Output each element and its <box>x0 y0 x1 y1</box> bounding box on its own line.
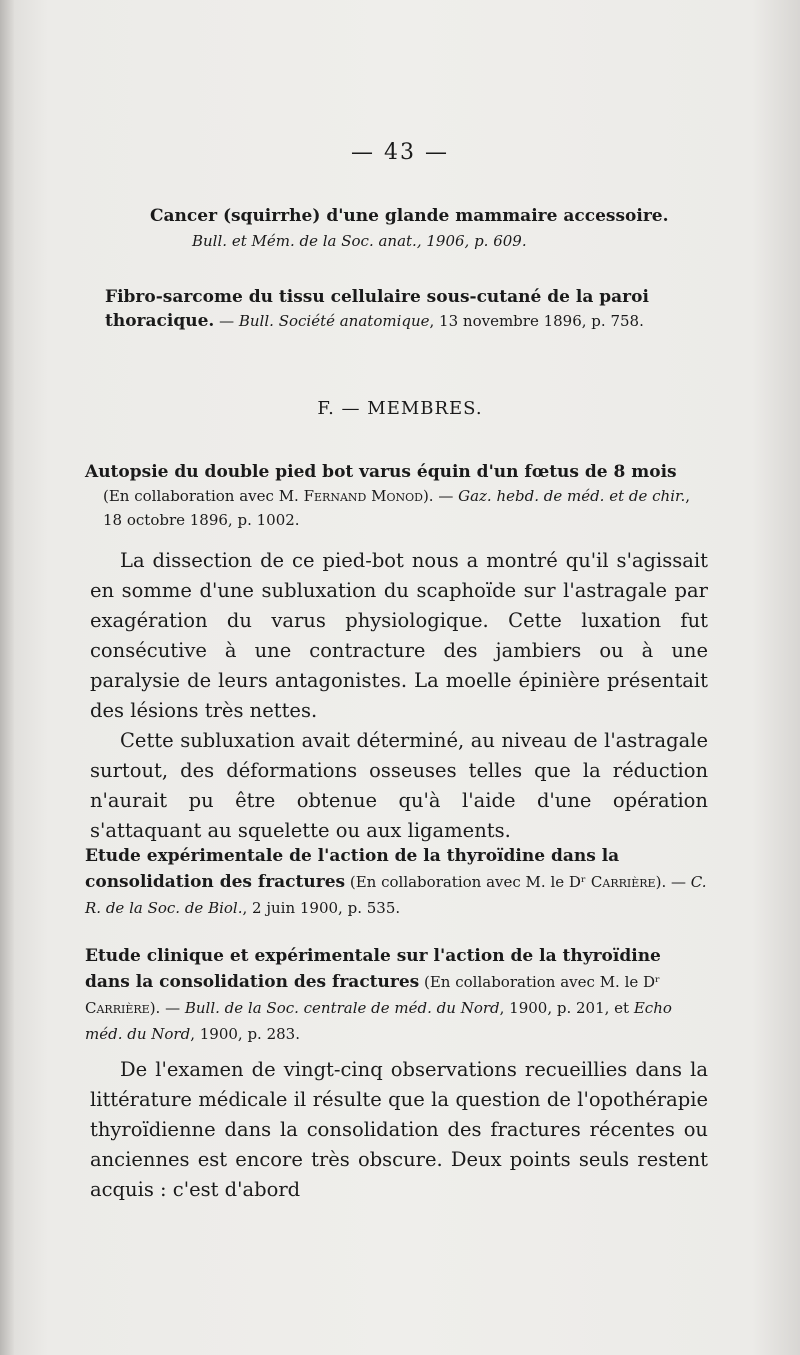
reference-title: Autopsie du double pied bot varus équin d'un fœtus de 8 mois <box>85 462 677 482</box>
reference-detail: , 2 juin 1900, p. 535. <box>242 899 401 917</box>
reference-etude-clinique <box>85 943 710 1047</box>
reference-title: Etude clinique et expérimentale sur l'action de la thyroïdine dans la consolidation des fractures <box>85 946 661 992</box>
reference-collab: (En collaboration avec M. <box>103 487 304 505</box>
reference-title: Etude expérimentale de l'action de la thyroïdine dans la consolidation des fractures <box>85 846 620 892</box>
reference-source: Bull. de la Soc. centrale de méd. du Nord <box>184 999 500 1017</box>
paragraph: De l'examen de vingt-cinq observations recueillies dans la littérature médicale il résulte que la question de l'opothérapie thyroïdienne dans la consolidation des fractures récentes ou anciennes est encore très obscure. Deux points seuls restent acquis : c'est d'abord <box>90 1058 708 1201</box>
reference-collab: (En collaboration avec M. le Dʳ <box>345 873 591 891</box>
reference-collab-end: ). — <box>422 487 459 505</box>
reference-title: Fibro-sarcome du tissu cellulaire sous-cutané de la paroi thoracique. <box>105 287 649 331</box>
paragraph: Cette subluxation avait déterminé, au niveau de l'astragale surtout, des déformations osseuses telles que la réduction n'aurait pu être obtenue qu'à l'aide d'une opération s'attaquant au squelette ou aux ligaments. <box>90 729 708 842</box>
body-paragraphs-1 <box>90 546 708 846</box>
reference-fibro-sarcome <box>105 285 715 333</box>
body-paragraphs-2 <box>90 1055 708 1205</box>
reference-collab-end: ). — <box>149 999 185 1017</box>
reference-etude-experimentale <box>85 843 710 921</box>
reference-detail: , 18 octobre 1896, p. 1002. <box>103 487 691 529</box>
reference-detail: , 13 novembre 1896, p. 758. <box>429 312 644 330</box>
page-gutter <box>0 0 14 1355</box>
page-number: — 43 — <box>351 140 449 165</box>
section-heading: F. — MEMBRES. <box>317 398 483 419</box>
reference-dash: — <box>214 312 239 330</box>
reference-source: Bull. et Mém. de la Soc. anat., 1906, p. 609. <box>192 232 527 250</box>
reference-source: Gaz. hebd. de méd. et de chir. <box>458 487 686 505</box>
collaborator-name: Fernand Monod <box>303 487 423 505</box>
reference-source: Bull. Société anatomique <box>238 312 430 330</box>
reference-title: Cancer (squirrhe) d'une glande mammaire accessoire. <box>150 206 669 226</box>
reference-detail: , 1900, p. 201, et <box>499 999 634 1017</box>
paragraph: La dissection de ce pied-bot nous a montré qu'il s'agissait en somme d'une subluxation du scaphoïde sur l'astragale par exagération du varus physiologique. Cette luxation fut consécutive à une contracture des jambiers ou à une paralysie de leurs antagonistes. La moelle épinière présentait des lésions très nettes. <box>90 549 708 722</box>
reference-source-2: Echo méd. du Nord <box>85 999 672 1043</box>
reference-collab: (En collaboration avec M. le Dʳ <box>419 973 661 991</box>
reference-source: C. R. de la Soc. de Biol. <box>85 873 707 917</box>
reference-collab-end: ). — <box>655 873 691 891</box>
collaborator-name: Carrière <box>590 873 656 891</box>
reference-cancer <box>150 203 710 254</box>
reference-autopsie <box>85 460 705 532</box>
reference-citation <box>103 484 705 532</box>
reference-detail-2: , 1900, p. 283. <box>190 1025 300 1043</box>
collaborator-name: Carrière <box>85 999 150 1017</box>
